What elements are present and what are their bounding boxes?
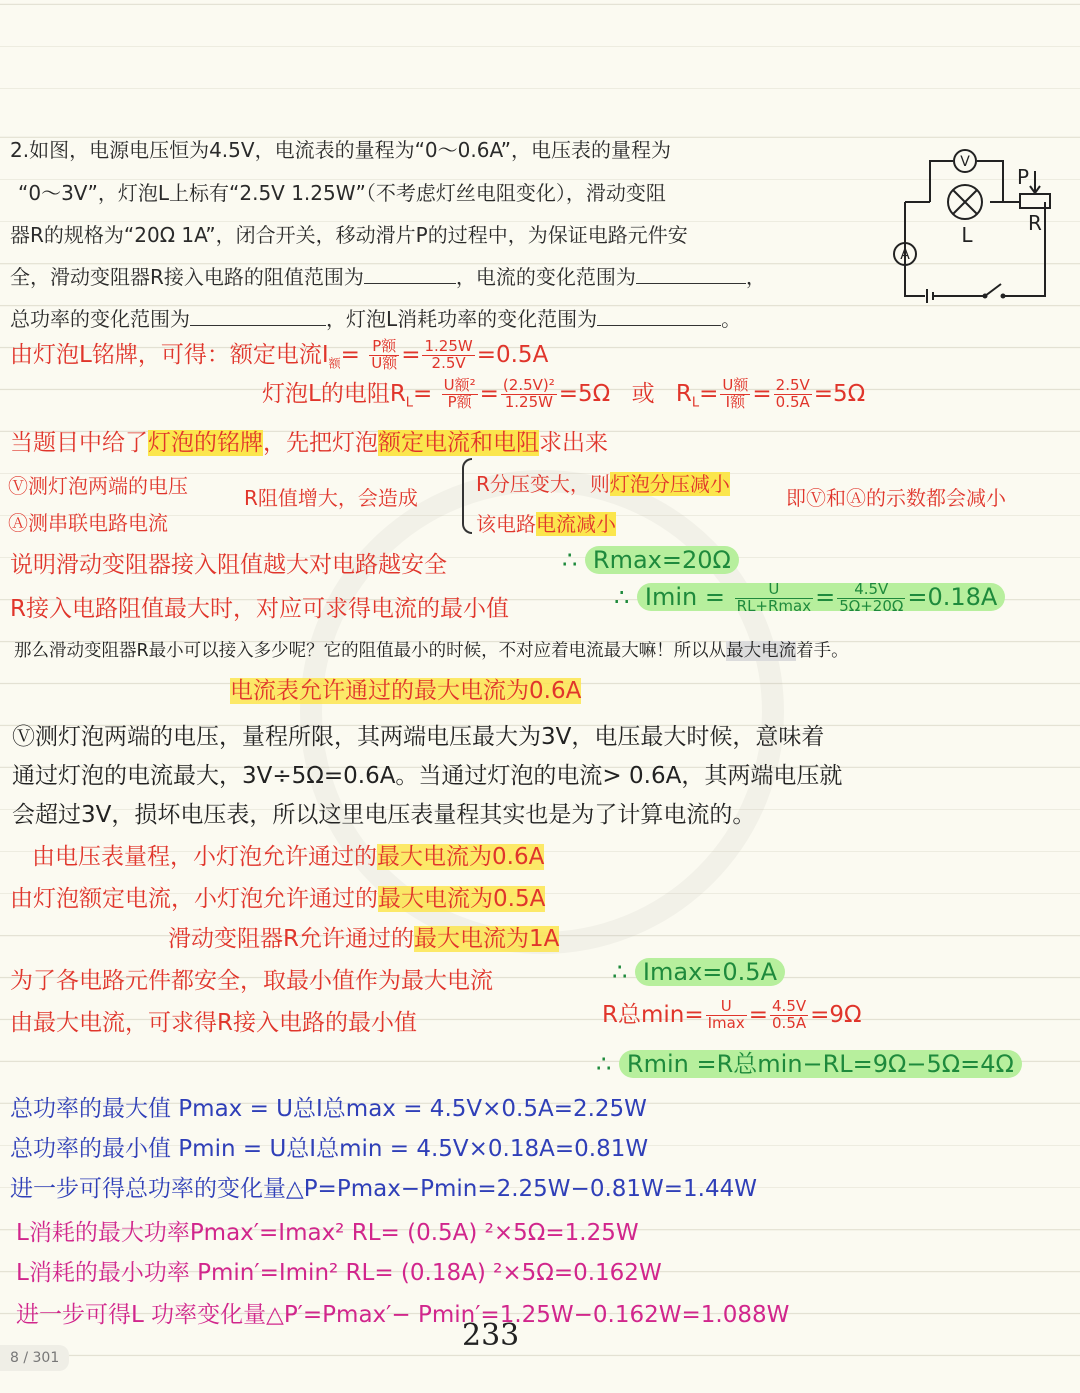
slider-label: P — [1016, 165, 1030, 189]
note-take-min: 为了各电路元件都安全，取最小值作为最大电流 — [10, 968, 493, 994]
fraction: $\frac{\text{U额}}{\text{I额}}$ — [722, 376, 749, 411]
fraction: $\frac{\text{P额}}{\text{U额}}$ — [371, 337, 398, 372]
lamp-power-change: 进一步可得L 功率变化量△P′=Pmax′− Pmin′=1.25W−0.162W=1.088W — [16, 1302, 790, 1328]
lamp-power-max: L消耗的最大功率Pmax′=Imax² RL= (0.5A) ²×5Ω=1.25W — [16, 1220, 639, 1246]
voltmeter-range-current: 由电压表量程，小灯泡允许通过的最大电流为0.6A — [32, 844, 545, 870]
explanation-line-1: Ⓥ测灯泡两端的电压，量程所限，其两端电压最大为3V，电压最大时候，意味着 — [12, 724, 825, 750]
result-imax: ∴ Imax=0.5A — [612, 958, 785, 986]
voltmeter-label: V — [960, 154, 970, 170]
fraction: $\frac{4.5V}{5\Omega+20\Omega}$ — [839, 580, 904, 615]
note-ammeter: Ⓐ测串联电路电流 — [8, 511, 168, 535]
lamp-rated-current: 由灯泡额定电流，小灯泡允许通过的最大电流为0.5A — [10, 886, 546, 912]
circuit-diagram — [885, 146, 1060, 306]
fraction: $\frac{U}{RL+Rmax}$ — [736, 580, 812, 615]
fraction: $\frac{U}{Imax}$ — [707, 997, 745, 1032]
result-imin: ∴ Imin = $\frac{U}{RL+Rmax}$ = $\frac{4.5V}{5\Omega+20\Omega}$ =0.18A — [614, 582, 1005, 615]
tip-rated-plate: 当题目中给了灯泡的铭牌，先把灯泡额定电流和电阻求出来 — [10, 430, 608, 456]
fraction: $\frac{4.5V}{0.5A}$ — [772, 997, 807, 1032]
result-rmax: ∴ Rmax=20Ω — [562, 546, 739, 574]
ammeter-max-current: 电流表允许通过的最大电流为0.6A — [230, 678, 582, 704]
result-rtotal-min: R总min= $\frac{U}{Imax}$ = $\frac{4.5V}{0.5A}$ =9Ω — [602, 997, 862, 1032]
question-line-2: “0～3V”，灯泡L上标有“2.5V 1.25W”（不考虑灯丝电阻变化），滑动变阻 — [18, 181, 666, 205]
brace — [462, 458, 472, 534]
note-min-resistance: 由最大电流，可求得R接入电路的最小值 — [10, 1010, 417, 1036]
power-max: 总功率的最大值 Pmax = U总I总max = 4.5V×0.5A=2.25W — [10, 1096, 647, 1122]
question-line-4: 全，滑动变阻器R接入电路的阻值范围为 ，电流的变化范围为 ， — [10, 265, 766, 289]
note-r-increase: R阻值增大，会造成 — [244, 486, 418, 510]
solution-lamp-resistance: 灯泡L的电阻$R_L=$ $\frac{\text{U额²}}{\text{P额}}$ = $\frac{\text{(2.5V)²}}{1.25W}$ =5Ω 或 $R_L=$ $\frac{\text{U额}}{\text{I额}}$ = $\frac{2.5V}{0.5A}$ =5Ω — [262, 376, 866, 411]
answer-blank — [597, 307, 721, 326]
rheostat-max-current: 滑动变阻器R允许通过的最大电流为1A — [168, 926, 560, 952]
fraction: $\frac{1.25W}{2.5V}$ — [424, 337, 473, 372]
fraction: $\frac{\text{(2.5V)²}}{1.25W}$ — [502, 376, 555, 411]
note-both-decrease: 即Ⓥ和Ⓐ的示数都会减小 — [786, 486, 1006, 510]
resistor-label: R — [1028, 211, 1042, 235]
question-line-3: 器R的规格为“20Ω 1A”，闭合开关，移动滑片P的过程中，为保证电路元件安 — [10, 223, 688, 247]
note-safe-direction: 说明滑动变阻器接入阻值越大对电路越安全 — [10, 552, 447, 578]
question-line-1: 2.如图，电源电压恒为4.5V，电流表的量程为“0～0.6A”，电压表的量程为 — [10, 138, 672, 162]
fraction: $\frac{2.5V}{0.5A}$ — [775, 376, 810, 411]
fraction: $\frac{\text{U额²}}{\text{P额}}$ — [443, 376, 476, 411]
note-min-resistance-question: 那么滑动变阻器R最小可以接入多少呢？它的阻值最小的时候，不对应着电流最大嘛！所以从最大电流着手。 — [14, 641, 849, 661]
result-rmin: ∴ Rmin =R总min−RL=9Ω−5Ω=4Ω — [596, 1044, 1022, 1079]
note-voltmeter: Ⓥ测灯泡两端的电压 — [8, 474, 188, 498]
answer-blank — [636, 265, 746, 284]
lamp-label: L — [961, 223, 973, 247]
power-min: 总功率的最小值 Pmin = U总I总min = 4.5V×0.18A=0.81W — [10, 1136, 649, 1162]
note-r-divider: R分压变大，则灯泡分压减小 — [476, 472, 730, 496]
battery-icon — [927, 289, 933, 303]
answer-blank — [364, 265, 456, 284]
page-number: 233 — [462, 1318, 520, 1353]
question-line-5: 总功率的变化范围为 ，灯泡L消耗功率的变化范围为 。 — [10, 307, 742, 331]
solution-rated-current: 由灯泡L铭牌，可得：额定电流$I_额=$ $\frac{\text{P额}}{\text{U额}}$ = $\frac{1.25W}{2.5V}$ =0.5A — [10, 337, 549, 372]
page-counter: 8 / 301 — [0, 1345, 69, 1371]
note-current-decrease: 该电路电流减小 — [476, 512, 616, 536]
explanation-line-3: 会超过3V，损坏电压表，所以这里电压表量程其实也是为了计算电流的。 — [12, 802, 756, 828]
explanation-line-2: 通过灯泡的电流最大，3V÷5Ω=0.6A。当通过灯泡的电流> 0.6A，其两端电压就 — [12, 763, 843, 789]
ammeter-label: A — [900, 247, 910, 263]
note-min-current: R接入电路阻值最大时，对应可求得电流的最小值 — [10, 596, 509, 622]
power-change: 进一步可得总功率的变化量△P=Pmax−Pmin=2.25W−0.81W=1.44W — [10, 1176, 757, 1202]
answer-blank — [190, 307, 326, 326]
lamp-power-min: L消耗的最小功率 Pmin′=Imin² RL= (0.18A) ²×5Ω=0.162W — [16, 1260, 662, 1286]
